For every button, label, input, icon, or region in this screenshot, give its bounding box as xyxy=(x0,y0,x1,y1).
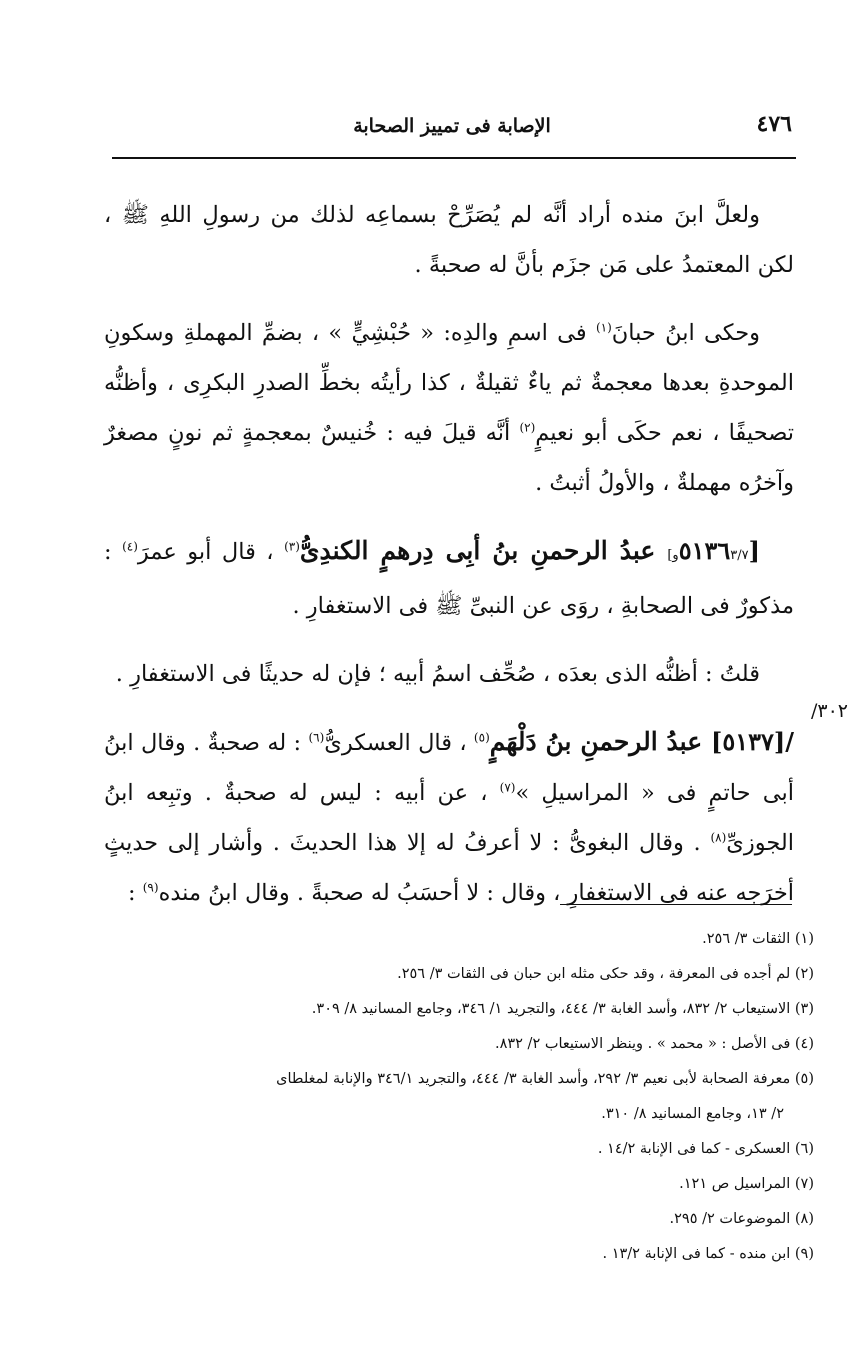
page-header xyxy=(112,105,792,147)
footnote-5-continued: ٢/ ١٣، وجامع المسانيد ٨/ ٣١٠. xyxy=(601,1106,784,1122)
entry-number: [٥١٣٦ xyxy=(678,536,760,565)
entry-text-d: . وقال البغوىُّ : لا أعرفُ له إلا هذا الحديثَ . وأشار إلى حديثٍ أخرَجه عنه فى الاستغفارِ ، وقال : لا أحسَبُ له صحبةً . وقال ابنُ منده xyxy=(104,830,794,906)
paragraph-2-text-b: فى اسمِ والدِه: « حُبْشِيٍّ » ، بضمِّ المهملةِ وسكونِ الموحدةِ بعدها معجمةٌ ثم ياءٌ ثقيلةٌ ، كذا رأيتُه بخطِّ الصدرِ البكرِى ، وأظنُّه تصحيفًا ، نعم حكَى أبو نعيمٍ xyxy=(104,320,794,446)
entry-5137 xyxy=(104,717,794,918)
footnote-4: (٤) فى الأصل : « محمد » . وينظر الاستيعاب ٢/ ٨٣٢. xyxy=(494,1036,814,1052)
main-text xyxy=(104,190,794,936)
entry-name: عبدُ الرحمنِ بنُ أبِى دِرهمٍ الكندِىُّ xyxy=(299,536,668,565)
paragraph-3: قلتُ : أظنُّه الذى بعدَه ، صُحِّف اسمُ أبيه ؛ فإن له حديثًا فى الاستغفارِ . xyxy=(115,661,760,687)
footnote-8: (٨) الموضوعات ٢/ ٢٩٥. xyxy=(669,1211,814,1227)
footnote-3: (٣) الاستيعاب ٢/ ٨٣٢، وأسد الغابة ٣/ ٤٤٤، والتجريد ١/ ٣٤٦، وجامع المسانيد ٨/ ٣٠٩. xyxy=(311,1001,814,1017)
paragraph-2 xyxy=(104,308,794,508)
entry-text-e: : xyxy=(128,880,143,906)
entry-text-b: : مذكورٌ فى الصحابةِ ، روَى عن النبىِّ ﷺ فى الاستغفارِ . xyxy=(104,539,794,619)
paragraph-1: ولعلَّ ابنَ منده أراد أنَّه لم يُصَرِّحْ بسماعِه لذلك من رسولِ اللهِ ﷺ ، لكن المعتمدُ على مَن جزَم بأنَّ له صحبةً . xyxy=(104,202,794,278)
footnote-9: (٩) ابن منده - كما فى الإنابة ١٣/٢ . xyxy=(602,1246,814,1262)
paragraph-2-text-a: وحكى ابنُ حبانَ xyxy=(611,320,761,346)
footnote-7: (٧) المراسيل ص ١٢١. xyxy=(679,1176,814,1192)
entry-name: عبدُ الرحمنِ بنُ دَلْهَمٍ xyxy=(489,727,711,756)
footnote-ref-3: (٣) xyxy=(284,539,300,554)
entry-number: /[٥١٣٧] xyxy=(710,727,795,756)
entry-text-b: : له صحبةٌ . وقال ابنُ أبى حاتمٍ فى « المراسيلِ » xyxy=(104,730,794,806)
footnote-ref-1: (١) xyxy=(595,320,612,335)
margin-page-reference: ٣٠٢/ xyxy=(810,700,848,722)
entry-5136 xyxy=(104,526,794,631)
paragraph-2-text-c: أنَّه قيلَ فيه : خُنيسٌ بمعجمةٍ ثم نونٍ مصغرٌ وآخرُه مهملةٌ ، والأولُ أثبتُ . xyxy=(104,420,794,496)
footnotes xyxy=(94,922,814,1272)
footnote-2: (٢) لم أجده فى المعرفة ، وقد حكى مثله ابن حبان فى الثقات ٣/ ٢٥٦. xyxy=(397,966,814,982)
footnote-ref-6: (٦) xyxy=(308,730,325,745)
footnote-ref-8: (٨) xyxy=(710,830,727,845)
footnote-ref-9: (٩) xyxy=(142,880,159,895)
footnote-1: (١) الثقات ٣/ ٢٥٦. xyxy=(702,931,814,947)
entry-text-c: ، عن أبيه : ليس له صحبةٌ . وتبِعه ابنُ الجوزىِّ xyxy=(104,780,794,856)
entry-text-a: ، قال أبو عمرَ xyxy=(137,539,285,565)
footnote-ref-2: (٢) xyxy=(519,420,536,435)
entry-text-a: ، قال العسكرىُّ xyxy=(324,730,474,756)
footnote-5: (٥) معرفة الصحابة لأبى نعيم ٣/ ٢٩٢، وأسد الغابة ٣/ ٤٤٤، والتجريد ٣٤٦/١ والإنابة لمغلطاى xyxy=(276,1071,814,1087)
footnote-separator xyxy=(560,904,792,905)
footnote-6: (٦) العسكرى - كما فى الإنابة ١٤/٢ . xyxy=(597,1141,814,1157)
header-rule xyxy=(112,157,796,159)
manuscript-ref: ٣/٧و] xyxy=(667,548,749,563)
footnote-ref-4: (٤) xyxy=(122,539,138,554)
running-title: الإصابة فى تمييز الصحابة xyxy=(353,115,551,137)
page-number: ٤٧٦ xyxy=(756,111,792,137)
footnote-ref-5: (٥) xyxy=(473,730,490,745)
footnote-ref-7: (٧) xyxy=(499,780,516,795)
